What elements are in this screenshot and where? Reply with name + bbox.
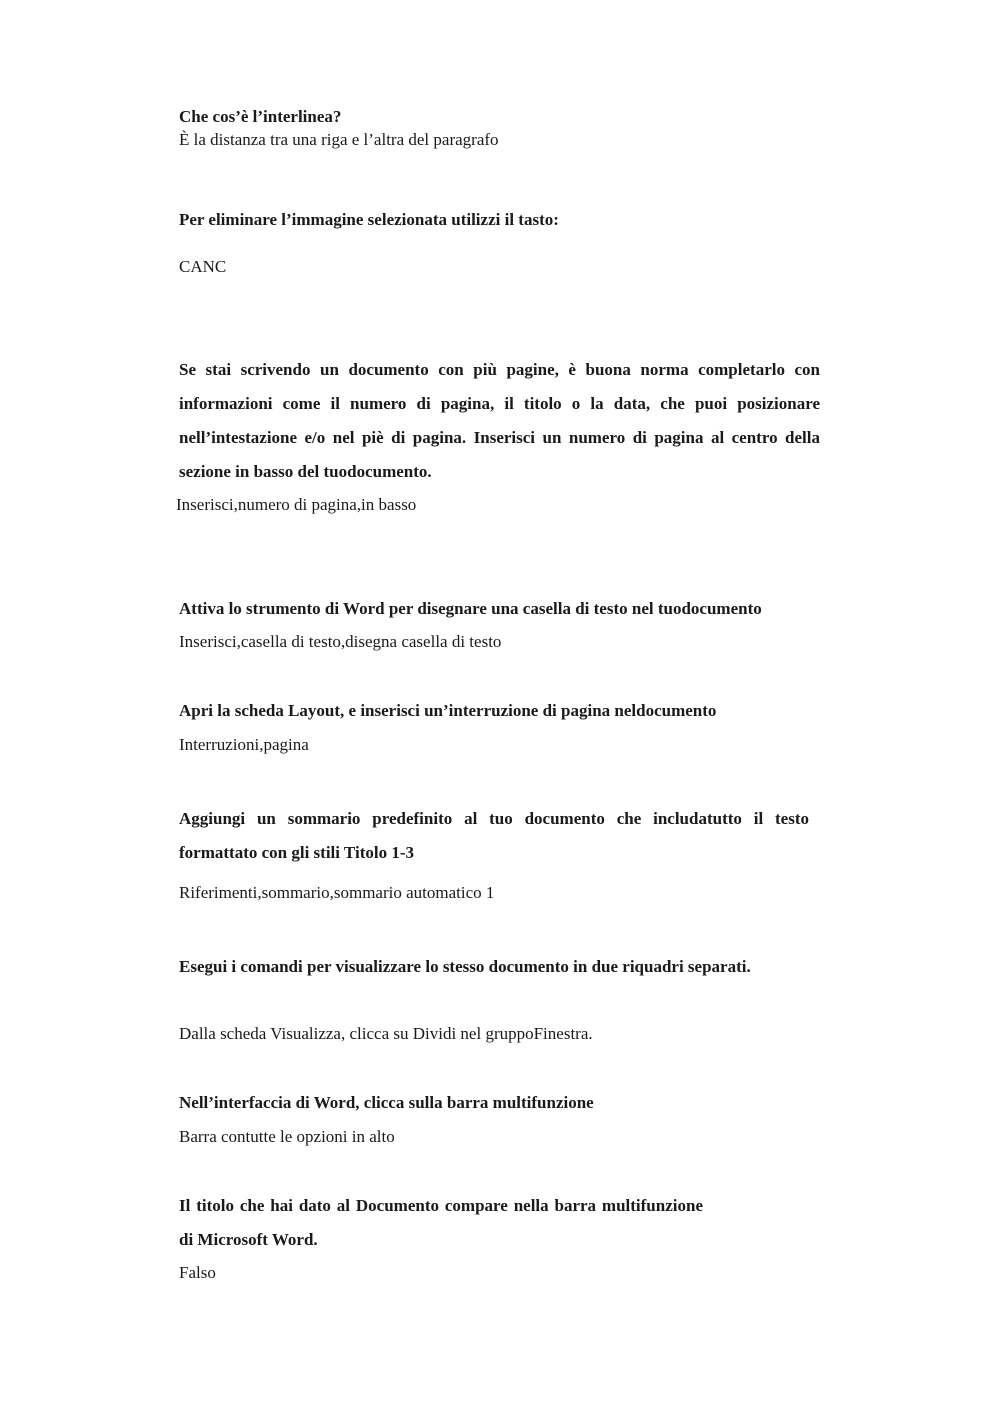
answer-interlinea: È la distanza tra una riga e l’altra del paragrafo: [179, 130, 499, 149]
question-casella-testo: Attiva lo strumento di Word per disegnare una casella di testo nel tuodocumento: [179, 599, 762, 618]
question-numero-pagina: Se stai scrivendo un documento con più pagine, è buona norma completarlo con informazioni come il numero di pagina, il titolo o la data, che puoi posizionare nell’intestazione e/o nel piè di pagina. Inserisci un numero di pagina al centro della sezione in basso del tuodocumento.: [179, 360, 820, 481]
answer-numero-pagina: Inserisci,numero di pagina,in basso: [176, 495, 417, 514]
question-interruzione-pagina: Apri la scheda Layout, e inserisci un’interruzione di pagina neldocumento: [179, 701, 717, 720]
answer-casella-testo: Inserisci,casella di testo,disegna casella di testo: [179, 632, 502, 651]
question-riquadri: Esegui i comandi per visualizzare lo stesso documento in due riquadri separati.: [179, 957, 751, 976]
question-elimina-immagine: Per eliminare l’immagine selezionata utilizzi il tasto:: [179, 210, 559, 229]
question-barra-multifunzione: Nell’interfaccia di Word, clicca sulla barra multifunzione: [179, 1093, 594, 1112]
answer-interruzione-pagina: Interruzioni,pagina: [179, 735, 309, 754]
question-titolo-documento: Il titolo che hai dato al Documento compare nella barra multifunzione di Microsoft Word.: [179, 1196, 703, 1249]
question-interlinea: Che cos’è l’interlinea?: [179, 107, 342, 126]
answer-sommario: Riferimenti,sommario,sommario automatico 1: [179, 883, 495, 902]
answer-riquadri: Dalla scheda Visualizza, clicca su Dividi nel gruppoFinestra.: [179, 1024, 593, 1043]
answer-elimina-immagine: CANC: [179, 257, 227, 276]
answer-barra-multifunzione: Barra contutte le opzioni in alto: [179, 1127, 395, 1146]
answer-titolo-documento: Falso: [179, 1263, 216, 1282]
question-sommario: Aggiungi un sommario predefinito al tuo documento che includatutto il testo formattato con gli stili Titolo 1-3: [179, 809, 809, 862]
